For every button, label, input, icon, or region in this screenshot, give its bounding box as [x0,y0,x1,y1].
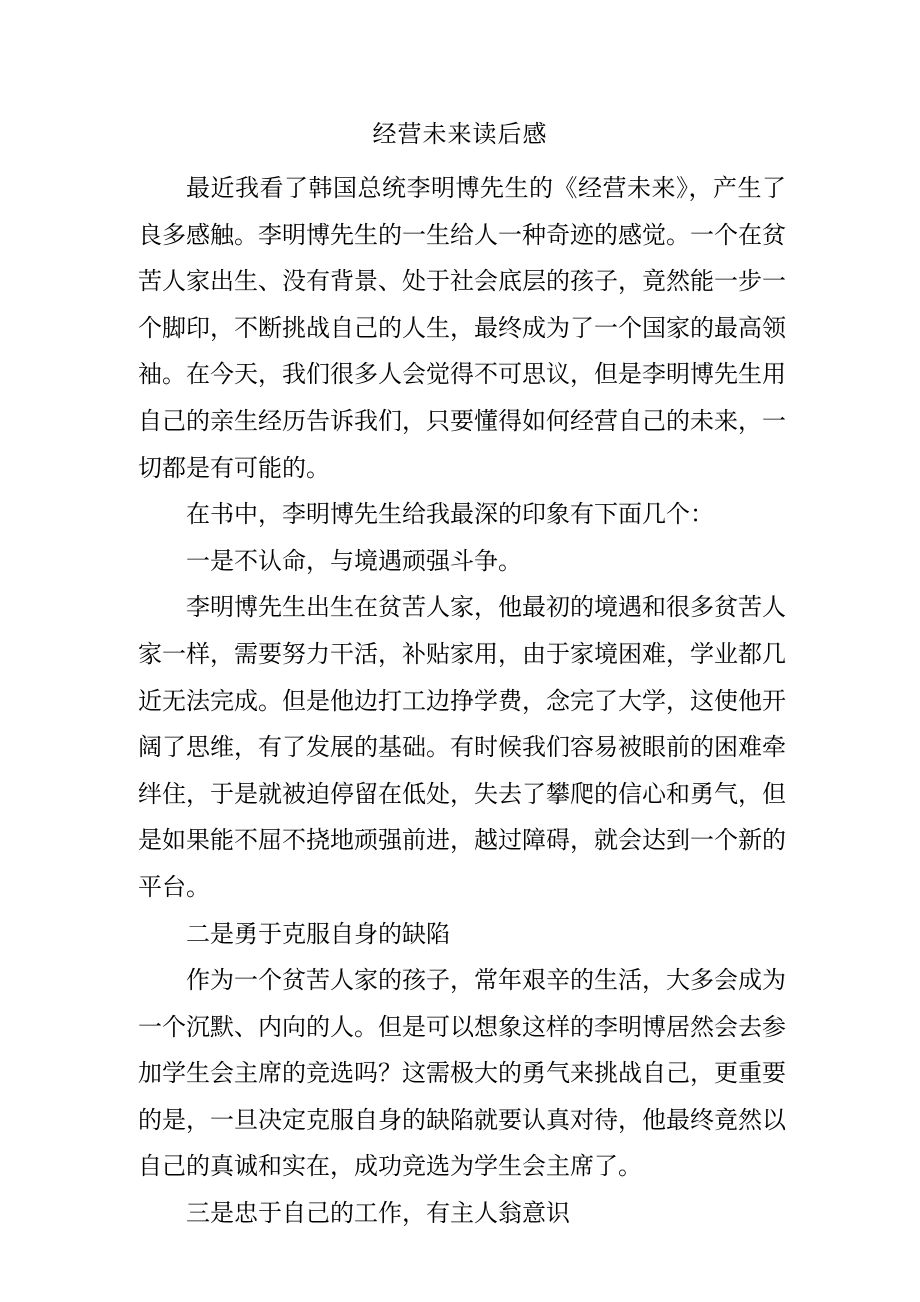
paragraph-point-three-heading: 三是忠于自己的工作，有主人翁意识 [186,1199,570,1228]
paragraph-point-one-body: 李明博先生出生在贫苦人家，他最初的境遇和很多贫苦人家一样，需要努力干活，补贴家用，由于家境困难，学业都几近无法完成。但是他边打工边挣学费，念完了大学，这使他开阔了思维，有了发展的基础。有时候我们容易被眼前的困难牵绊住，于是就被迫停留在低处，失去了攀爬的信心和勇气，但是如果能不屈不挠地顽强前进，越过障碍，就会达到一个新的平台。 [138,593,786,901]
paragraph-point-one-heading: 一是不认命，与境遇顽强斗争。 [186,546,522,575]
document-title: 经营未来读后感 [372,120,548,148]
paragraph-intro: 最近我看了韩国总统李明博先生的《经营未来》，产生了良多感触。李明博先生的一生给人一种奇迹的感觉。一个在贫苦人家出生、没有背景、处于社会底层的孩子，竟然能一步一个脚印，不断挑战自己的人生，最终成为了一个国家的最高领袖。在今天，我们很多人会觉得不可思议，但是李明博先生用自己的亲生经历告诉我们，只要懂得如何经营自己的未来，一切都是有可能的。 [138,174,786,482]
paragraph-point-two-body: 作为一个贫苦人家的孩子，常年艰辛的生活，大多会成为一个沉默、内向的人。但是可以想象这样的李明博居然会去参加学生会主席的竞选吗？这需极大的勇气来挑战自己，更重要的是，一旦决定克服自身的缺陷就要认真对待，他最终竟然以自己的真诚和实在，成功竞选为学生会主席了。 [138,966,786,1181]
paragraph-impressions-lead: 在书中，李明博先生给我最深的印象有下面几个： [186,500,714,529]
paragraph-point-two-heading: 二是勇于克服自身的缺陷 [186,919,450,948]
document-body [138,165,786,1237]
